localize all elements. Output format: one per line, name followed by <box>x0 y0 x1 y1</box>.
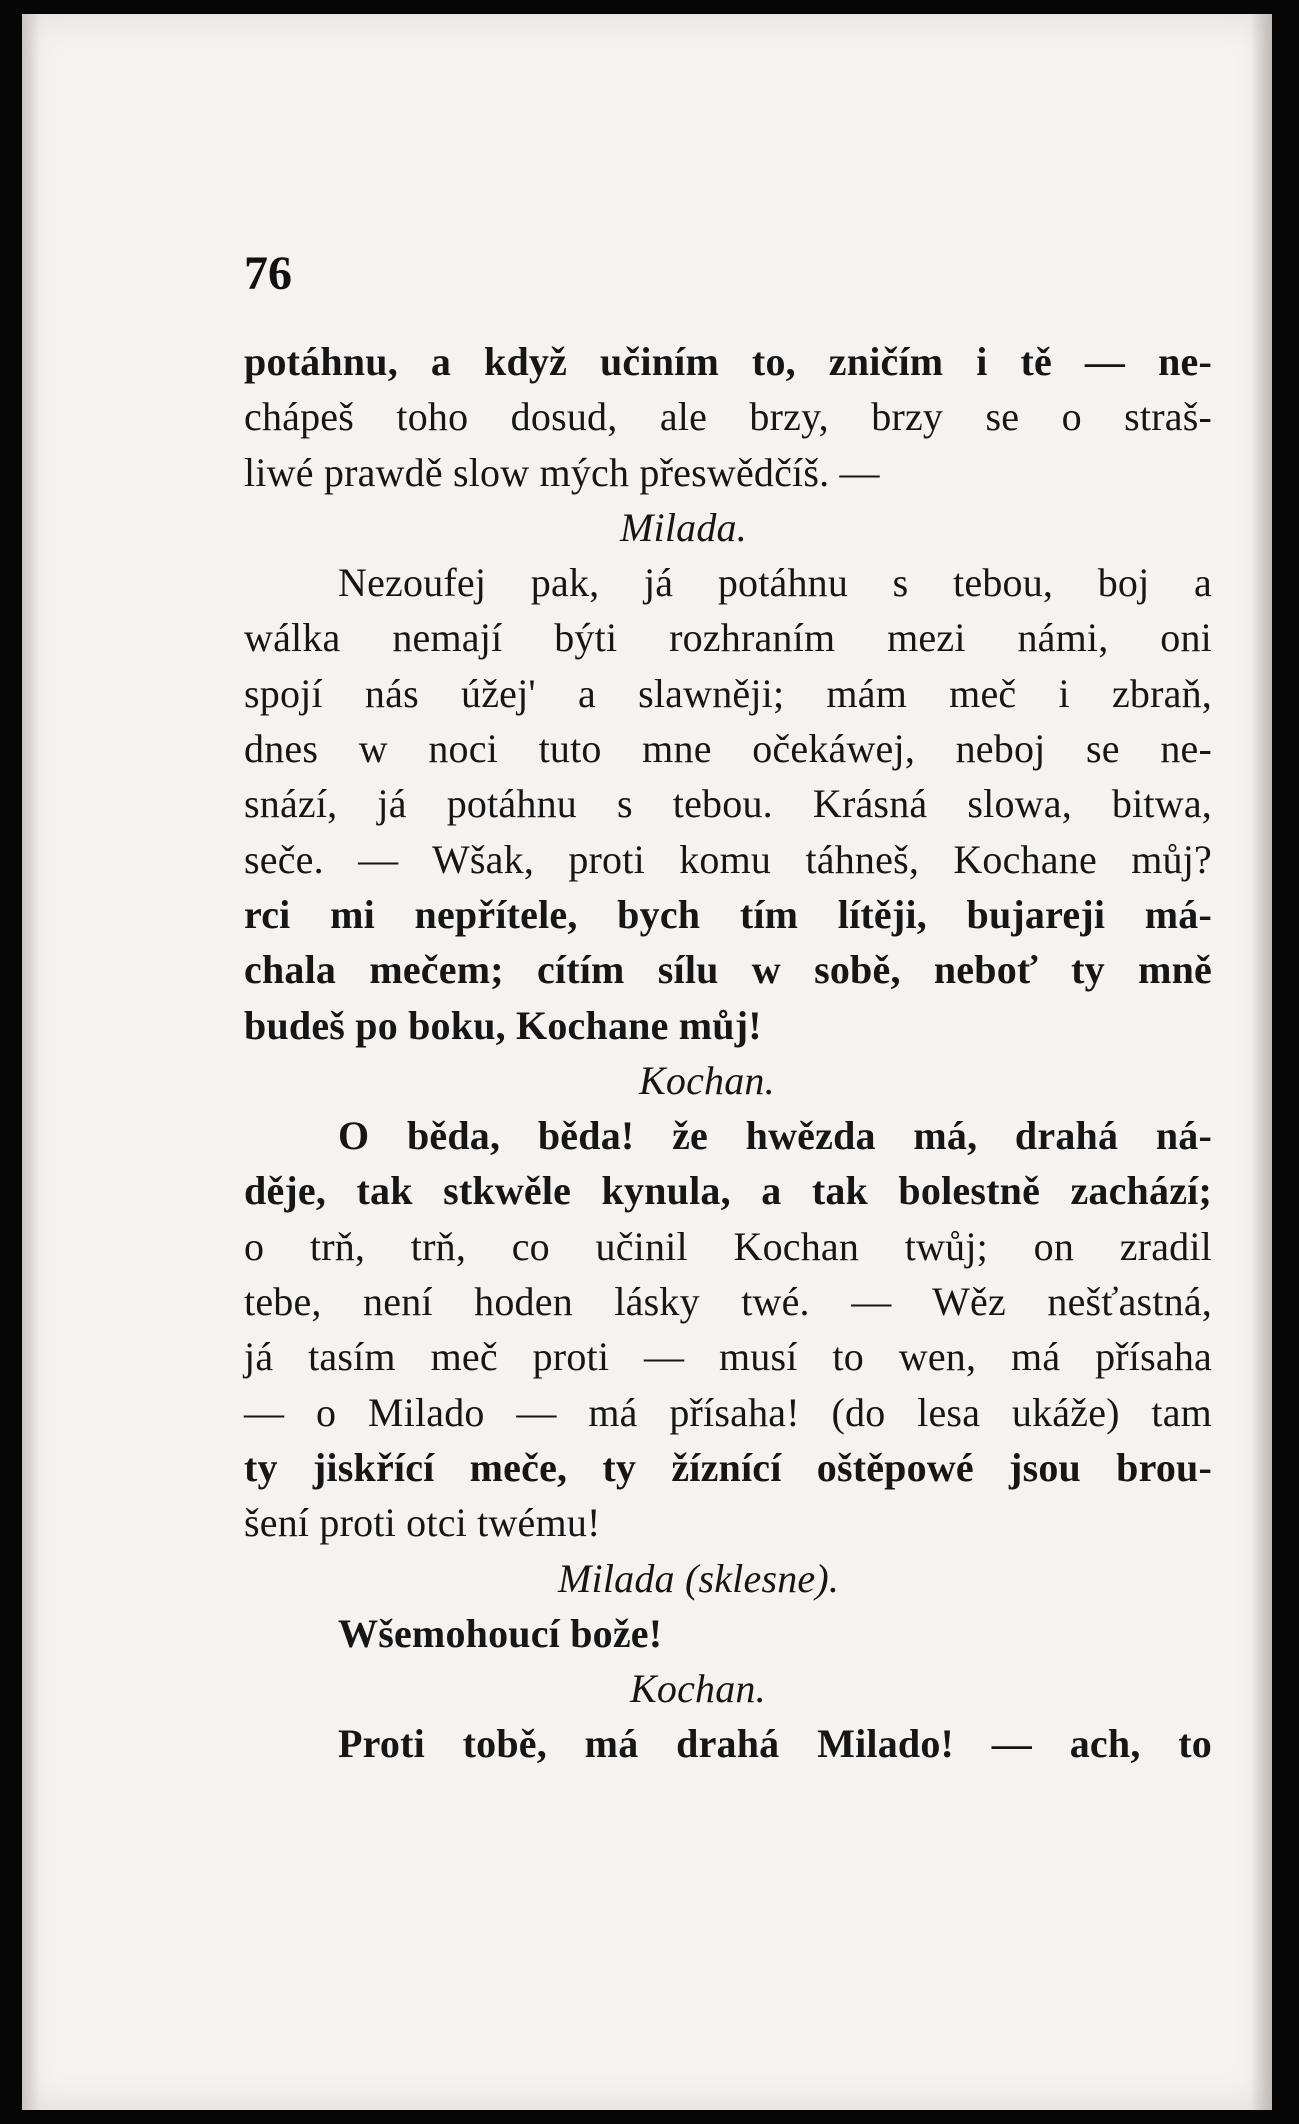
text-line: snází, já potáhnu s tebou. Krásná slowa, bitwa, <box>244 781 1212 827</box>
speaker-name: Kochan. <box>639 1057 775 1103</box>
speaker-name: Kochan. <box>630 1666 766 1712</box>
text-line: Nezoufej pak, já potáhnu s tebou, boj a <box>338 560 1212 606</box>
text-block <box>244 334 1212 1772</box>
text-line: O běda, běda! že hwězda má, drahá ná- <box>338 1113 1212 1159</box>
text-line: rci mi nepřítele, bych tím lítěji, bujareji má- <box>244 891 1212 937</box>
text-line: — o Milado — má přísaha! (do lesa ukáže) tam <box>244 1389 1212 1435</box>
text-line: potáhnu, a když učiním to, zničím i tě — ne- <box>244 339 1212 384</box>
text-line: chápeš toho dosud, ale brzy, brzy se o straš- <box>244 394 1212 440</box>
text-line: wálka nemají býti rozhraním mezi námi, oni <box>244 615 1212 661</box>
text-line: Proti tobě, má drahá Milado! — ach, to <box>338 1721 1212 1767</box>
text-line: šení proti otci twému! <box>244 1500 601 1546</box>
text-line: spojí nás úžej' a slawněji; mám meč i zbraň, <box>244 670 1212 716</box>
page-number: 76 <box>244 247 292 300</box>
text-line: liwé prawdě slow mých přeswědčíš. — <box>244 449 880 495</box>
text-line: Wšemohoucí bože! <box>338 1610 663 1656</box>
speaker-name: Milada (sklesne). <box>558 1555 840 1601</box>
page-edge-left <box>22 14 40 2110</box>
page-edge-right <box>1250 14 1272 2110</box>
text-line: o trň, trň, co učinil Kochan twůj; on zradil <box>244 1223 1212 1269</box>
text-line: já tasím meč proti — musí to wen, má přísaha <box>244 1334 1212 1380</box>
speaker-name: Milada. <box>620 504 747 550</box>
text-line: budeš po boku, Kochane můj! <box>244 1002 762 1048</box>
text-line: chala mečem; cítím sílu w sobě, neboť ty mně <box>244 947 1212 993</box>
text-line: děje, tak stkwěle kynula, a tak bolestně zachází; <box>244 1168 1212 1214</box>
text-line: dnes w noci tuto mne očekáwej, neboj se ne- <box>244 726 1212 772</box>
book-page <box>22 14 1272 2110</box>
text-line: ty jiskřící meče, ty žíznící oštěpowé jsou brou- <box>244 1444 1212 1490</box>
text-line: seče. — Wšak, proti komu táhneš, Kochane můj? <box>244 836 1212 882</box>
text-line: tebe, není hoden lásky twé. — Wěz nešťastná, <box>244 1279 1212 1325</box>
